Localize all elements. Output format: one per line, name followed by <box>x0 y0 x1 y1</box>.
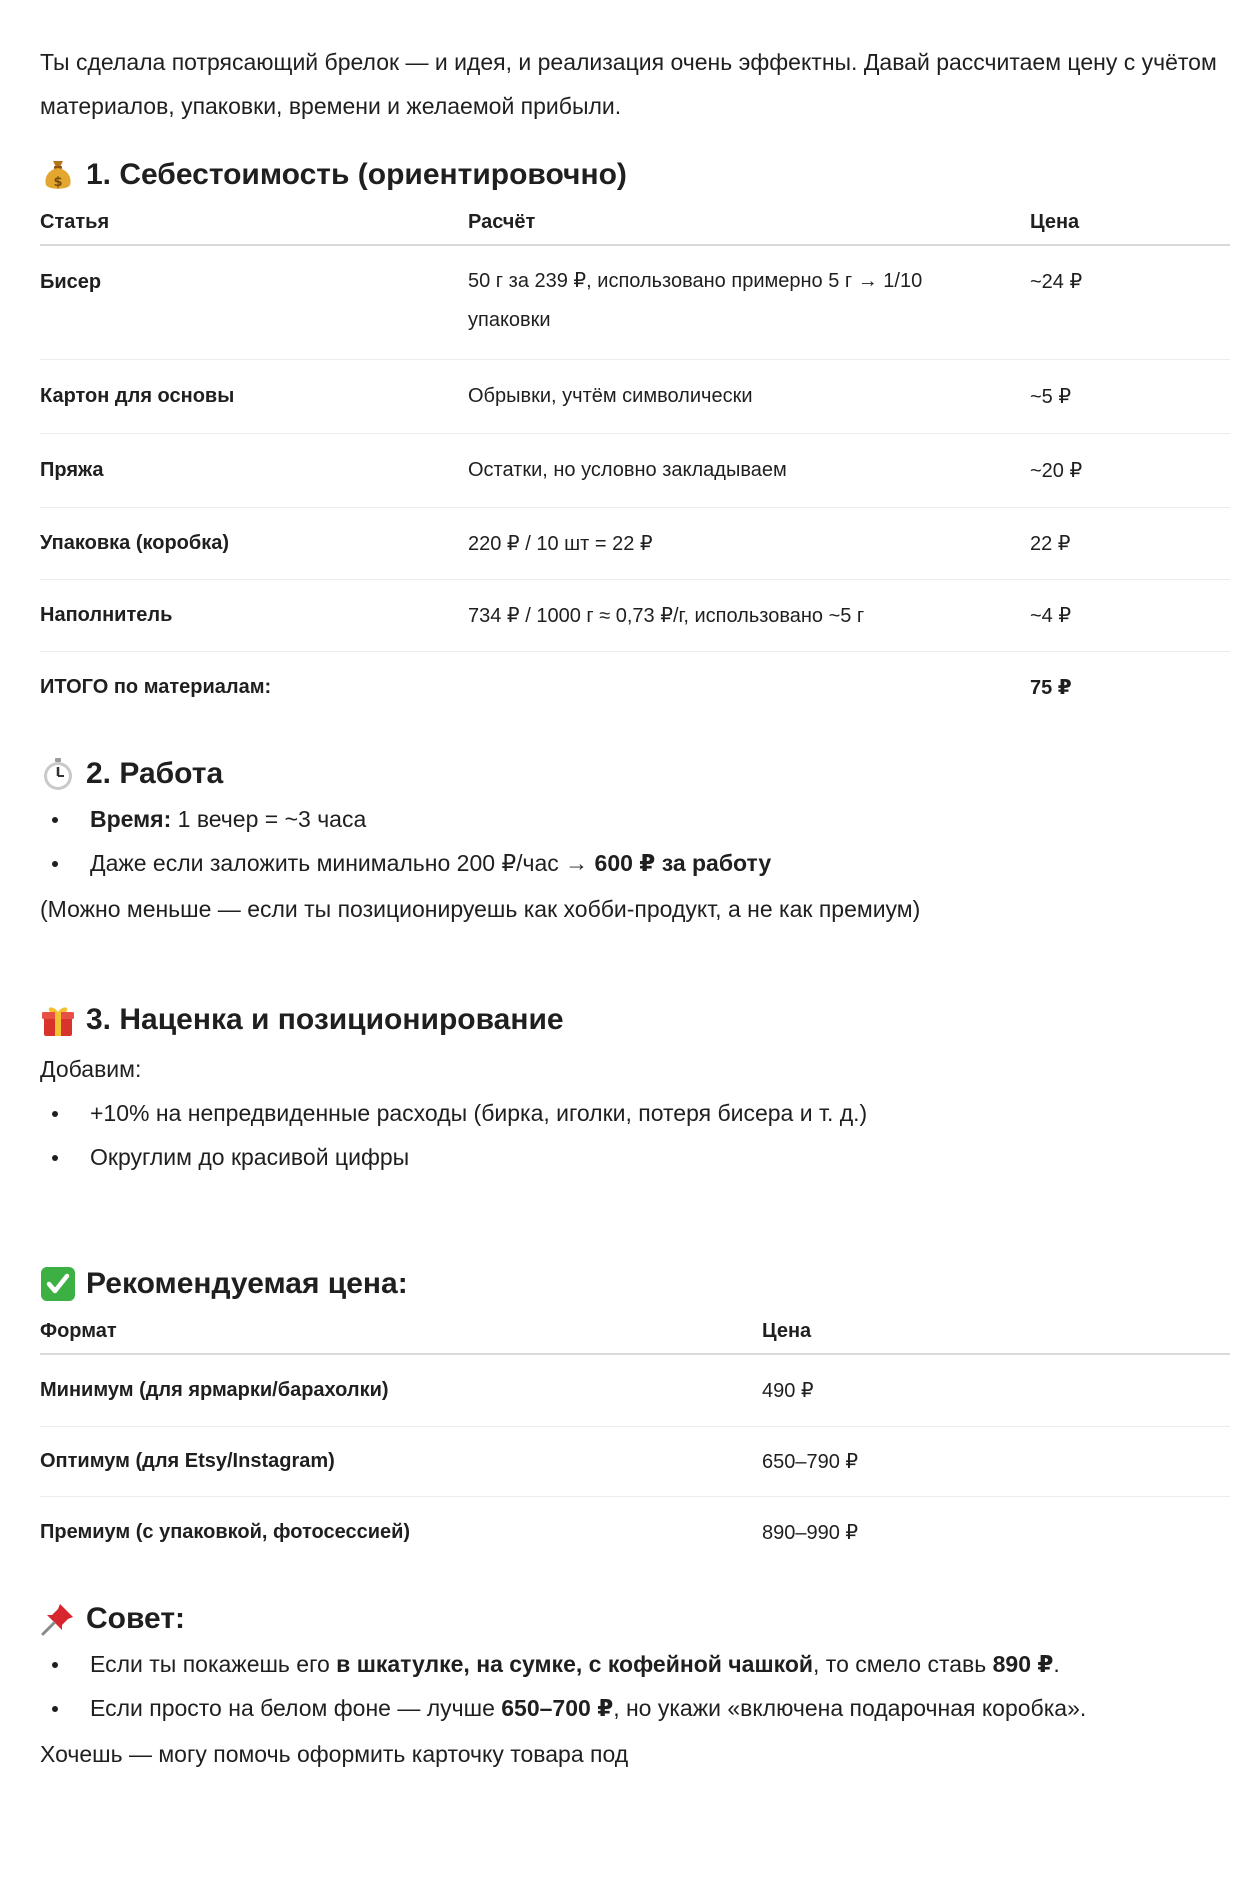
list-item: Если просто на белом фоне — лучше 650–700 ₽, но укажи «включена подарочная коробка». <box>40 1686 1220 1730</box>
cost-item: Упаковка (коробка) <box>40 507 468 579</box>
table-row <box>40 1496 1230 1568</box>
svg-text:$: $ <box>53 175 63 190</box>
cost-item: Бисер <box>40 245 468 359</box>
table-row <box>40 579 1230 651</box>
pushpin-icon <box>40 1601 76 1637</box>
cost-total-label: ИТОГО по материалам: <box>40 675 272 698</box>
markup-lead: Добавим: <box>40 1056 142 1082</box>
cost-calc: 734 ₽ / 1000 г ≈ 0,73 ₽/г, использовано ~5 г <box>468 579 1030 651</box>
cost-price: 22 ₽ <box>1030 507 1230 579</box>
price-value: 490 ₽ <box>762 1354 1230 1426</box>
money-bag-icon <box>40 157 76 193</box>
markup-heading <box>40 997 1220 1043</box>
price-format: Премиум (с упаковкой, фотосессией) <box>40 1520 411 1543</box>
work-heading-text: 2. Работа <box>86 757 224 790</box>
tip-heading <box>40 1596 1220 1642</box>
cost-heading <box>40 152 1220 198</box>
price-format: Минимум (для ярмарки/барахолки) <box>40 1354 762 1426</box>
work-list <box>40 797 1220 885</box>
table-row <box>40 245 1230 359</box>
list-item: Даже если заложить минимально 200 ₽/час → 600 ₽ за работу <box>40 841 1220 885</box>
markup-list <box>40 1091 1220 1179</box>
cost-price: ~20 ₽ <box>1030 433 1230 507</box>
tip-list <box>40 1642 1220 1730</box>
list-item: Округлим до красивой цифры <box>40 1135 1220 1179</box>
check-mark-icon <box>40 1266 76 1302</box>
table-row <box>40 1354 1230 1426</box>
work-note: (Можно меньше — если ты позиционируешь как хобби-продукт, а не как премиум) <box>40 896 921 922</box>
table-row <box>40 1426 1230 1496</box>
table-row <box>40 359 1230 433</box>
list-item: +10% на непредвиденные расходы (бирка, иголки, потеря бисера и т. д.) <box>40 1091 1220 1135</box>
price-col-format: Формат <box>40 1309 762 1354</box>
cost-price: ~5 ₽ <box>1030 359 1230 433</box>
stopwatch-icon <box>40 756 76 792</box>
table-row-total <box>40 651 1230 723</box>
cost-item: Пряжа <box>40 433 468 507</box>
closing-text: Хочешь — могу помочь оформить карточку товара под <box>40 1741 629 1767</box>
work-heading <box>40 751 1220 797</box>
markup-heading-text: 3. Наценка и позиционирование <box>86 1003 564 1036</box>
list-item: Если ты покажешь его в шкатулке, на сумке, с кофейной чашкой, то смело ставь 890 ₽. <box>40 1642 1220 1686</box>
cost-col-price: Цена <box>1030 200 1230 245</box>
cost-calc: Остатки, но условно закладываем <box>468 433 1030 507</box>
cost-col-item: Статья <box>40 200 468 245</box>
cost-col-calc: Расчёт <box>468 200 1030 245</box>
gift-icon <box>40 1002 76 1038</box>
intro-text: Ты сделала потрясающий брелок — и идея, и реализация очень эффектны. Давай рассчитаем цену с учётом материалов, упаковки, времени и желаемой прибыли. <box>40 49 1217 119</box>
price-value: 890–990 ₽ <box>762 1521 859 1544</box>
table-row <box>40 507 1230 579</box>
cost-total-value: 75 ₽ <box>1030 676 1072 699</box>
cost-price: ~24 ₽ <box>1030 245 1230 359</box>
price-heading-text: Рекомендуемая цена: <box>86 1267 408 1300</box>
table-row <box>40 433 1230 507</box>
cost-item: Наполнитель <box>40 579 468 651</box>
list-item: Время: 1 вечер = ~3 часа <box>40 797 1220 841</box>
price-col-price: Цена <box>762 1309 1230 1354</box>
tip-heading-text: Совет: <box>86 1602 186 1635</box>
price-table <box>40 1309 1230 1568</box>
cost-heading-text: 1. Себестоимость (ориентировочно) <box>86 158 627 191</box>
cost-calc: 220 ₽ / 10 шт = 22 ₽ <box>468 507 1030 579</box>
cost-price: ~4 ₽ <box>1030 579 1230 651</box>
cost-calc: Обрывки, учтём символически <box>468 359 1030 433</box>
cost-table <box>40 200 1230 723</box>
cost-calc: 50 г за 239 ₽, использовано примерно 5 г → 1/10 упаковки <box>468 245 1030 359</box>
price-value: 650–790 ₽ <box>762 1426 1230 1496</box>
cost-item: Картон для основы <box>40 359 468 433</box>
price-format: Оптимум (для Etsy/Instagram) <box>40 1426 762 1496</box>
cost-total-empty <box>468 651 1030 723</box>
price-heading <box>40 1261 1220 1307</box>
